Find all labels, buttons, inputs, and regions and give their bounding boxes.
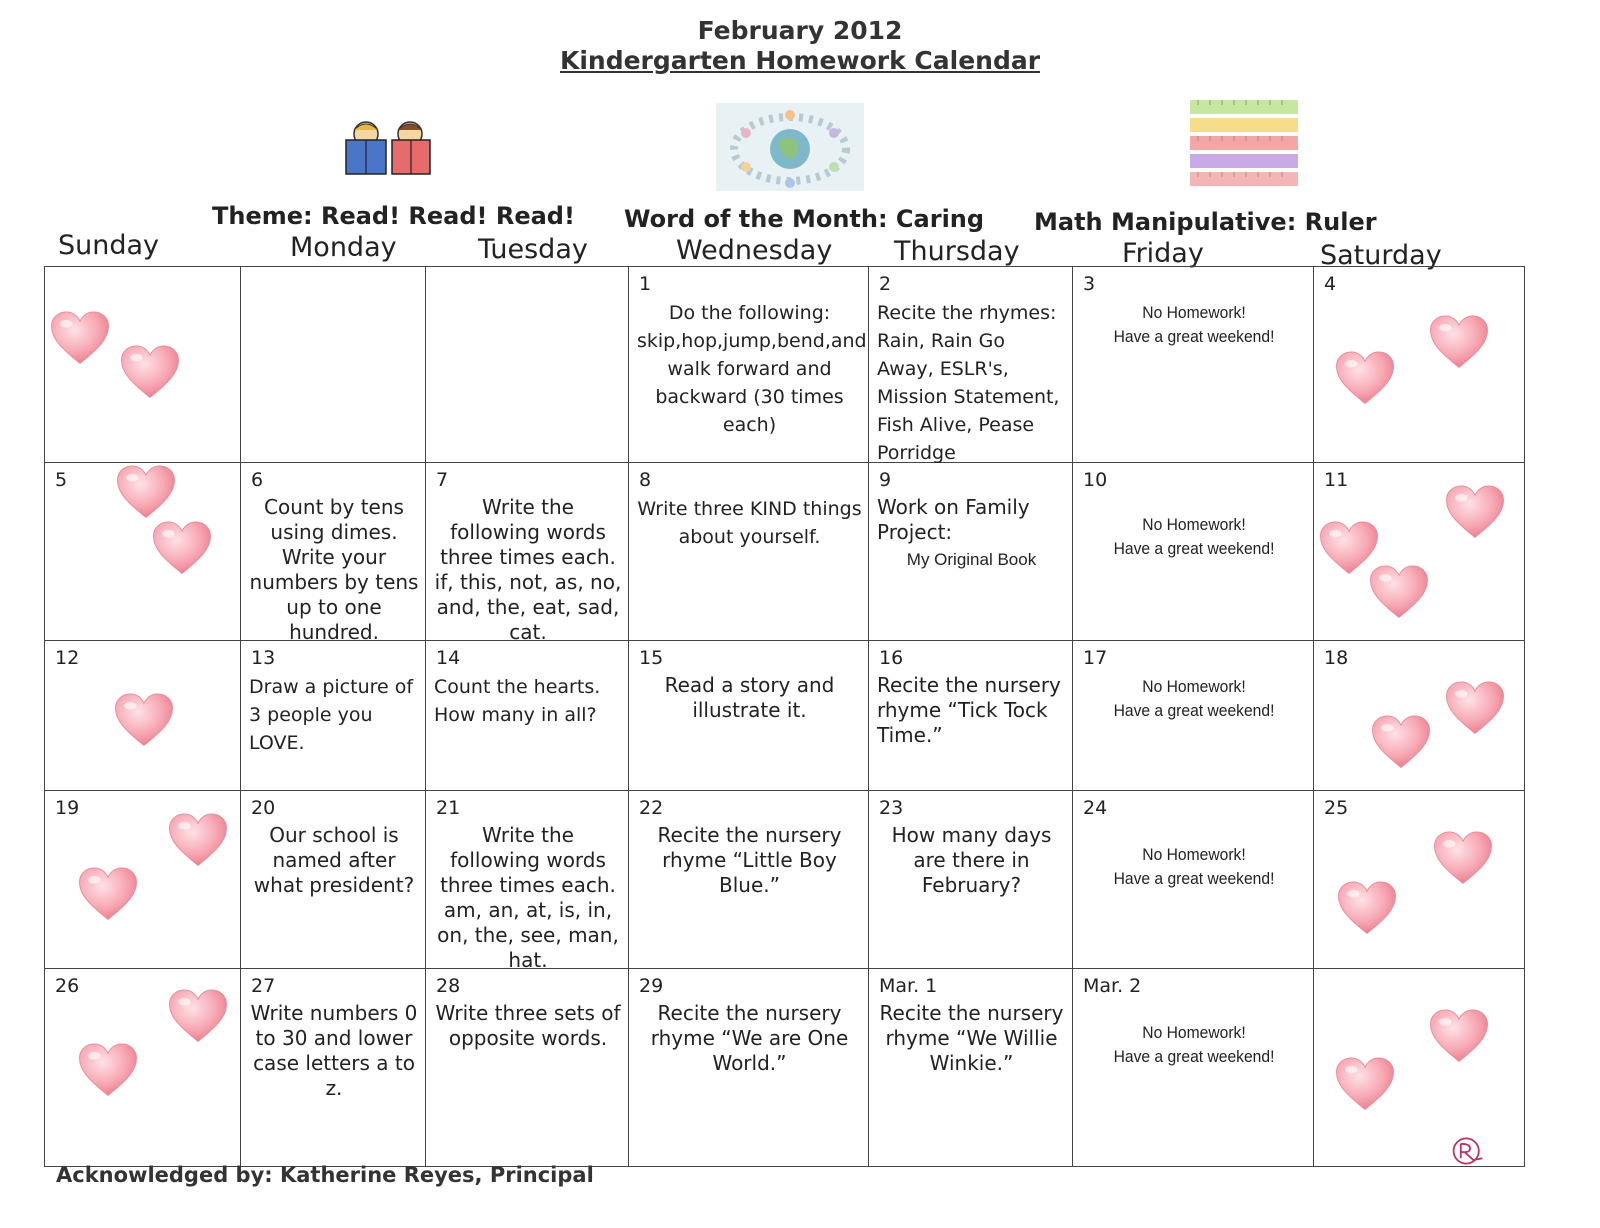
homework-text: Read a story and illustrate it.: [664, 673, 835, 722]
weekday-tuesday: Tuesday: [478, 234, 588, 265]
no-homework-note: [1090, 301, 1298, 349]
heart-icon: [1336, 879, 1398, 937]
no-homework-line: No Homework!: [1142, 303, 1246, 322]
acknowledged-by: Acknowledged by: Katherine Reyes, Principal: [56, 1163, 594, 1187]
weekday-sunday: Sunday: [58, 230, 160, 261]
calendar-cell-day-29: [629, 969, 869, 1167]
day-number: 20: [251, 797, 276, 819]
homework-text: Write the following words three times each. if, this, not, as, no, and, the, eat, sad, cat.: [434, 495, 622, 644]
calendar-cell-day-7: [426, 463, 629, 644]
heart-icon: [167, 811, 229, 869]
calendar-cell-day-3: [1073, 267, 1314, 463]
heart-icon: [1432, 829, 1494, 887]
day-number: Mar. 2: [1083, 975, 1142, 997]
weekend-line: Have a great weekend!: [1113, 1047, 1275, 1066]
day-number: 1: [639, 273, 652, 295]
day-number: 23: [879, 797, 904, 819]
calendar-cell-day-20: [241, 791, 426, 969]
heart-icon: [1368, 563, 1430, 621]
heart-icon: [77, 865, 139, 923]
day-number: Mar. 1: [879, 975, 938, 997]
initials-stamp-icon: [1450, 1133, 1486, 1169]
calendar-cell-day-5: [45, 463, 241, 641]
heart-icon: [1334, 349, 1396, 407]
calendar-cell-day-15: [629, 641, 869, 791]
calendar-cell-day-16: [869, 641, 1073, 791]
day-number: 24: [1083, 797, 1108, 819]
no-homework-line: No Homework!: [1142, 677, 1246, 696]
calendar-cell-day-2: [869, 267, 1073, 463]
calendar-cell-day-1: [629, 267, 869, 463]
heart-icon: [1428, 313, 1490, 371]
calendar-cell-day-13: [241, 641, 426, 791]
day-number: 27: [251, 975, 276, 997]
day-number: 9: [879, 469, 892, 491]
weekday-friday: Friday: [1122, 238, 1204, 269]
day-number: 19: [55, 797, 80, 819]
day-number: 2: [879, 273, 892, 295]
calendar-cell-empty: [45, 267, 241, 463]
weekday-thursday: Thursday: [894, 236, 1020, 267]
day-number: 10: [1083, 469, 1108, 491]
heart-icon: [113, 691, 175, 749]
math-manipulative-label: Math Manipulative: Ruler: [1034, 208, 1377, 236]
calendar-cell-empty: [241, 267, 426, 463]
calendar-cell-day-22: [629, 791, 869, 969]
homework-text: Count by tens using dimes. Write your numbers by tens up to one hundred.: [249, 495, 419, 644]
weekday-saturday: Saturday: [1320, 240, 1442, 271]
homework-line: Work on Family Project:: [877, 495, 1030, 544]
homework-text: Write three sets of opposite words.: [435, 1001, 621, 1050]
day-number: 14: [436, 647, 461, 669]
no-homework-note: [1090, 675, 1298, 723]
day-number: 18: [1324, 647, 1349, 669]
day-number: 7: [436, 469, 449, 491]
calendar-cell-mar-1: [869, 969, 1073, 1167]
day-number: 3: [1083, 273, 1096, 295]
heart-icon: [1444, 679, 1506, 737]
no-homework-note: [1090, 843, 1298, 891]
homework-text: Recite the rhymes: Rain, Rain Go Away, ESLR's, Mission Statement, Fish Alive, Pease Porridge: [877, 302, 1060, 464]
calendar-title: Kindergarten Homework Calendar: [559, 46, 1041, 75]
day-number: 21: [436, 797, 461, 819]
heart-icon: [119, 343, 181, 401]
calendar-cell-day-11: [1314, 463, 1525, 641]
homework-text: Recite the nursery rhyme “Little Boy Blue.”: [657, 823, 842, 897]
homework-text: Draw a picture of 3 people you LOVE.: [249, 676, 414, 754]
heart-icon: [77, 1041, 139, 1099]
day-number: 4: [1324, 273, 1337, 295]
homework-text: Write numbers 0 to 30 and lower case letters a to z.: [250, 1001, 418, 1100]
heart-icon: [151, 519, 213, 577]
day-number: 12: [55, 647, 80, 669]
calendar-cell-day-26: [45, 969, 241, 1167]
day-number: 6: [251, 469, 264, 491]
weekend-line: Have a great weekend!: [1113, 869, 1275, 888]
kids-reading-clipart: [340, 120, 436, 178]
homework-text: [877, 495, 1066, 572]
calendar-cell-day-17: [1073, 641, 1314, 791]
calendar-cell-day-24: [1073, 791, 1314, 969]
no-homework-note: [1090, 513, 1298, 561]
calendar-grid: [44, 266, 1525, 1167]
no-homework-line: No Homework!: [1142, 515, 1246, 534]
heart-icon: [1428, 1007, 1490, 1065]
weekday-monday: Monday: [290, 232, 397, 263]
heart-icon: [49, 309, 111, 367]
homework-text: Do the following: skip,hop,jump,bend,and walk forward and backward (30 times each): [637, 302, 867, 436]
calendar-cell-day-10: [1073, 463, 1314, 641]
day-number: 13: [251, 647, 276, 669]
rulers-clipart: [1190, 100, 1298, 194]
no-homework-line: No Homework!: [1142, 1023, 1246, 1042]
calendar-cell-day-23: [869, 791, 1073, 969]
calendar-cell-mar-2: [1073, 969, 1314, 1167]
day-number: 29: [639, 975, 664, 997]
calendar-cell-empty: [1314, 969, 1525, 1167]
homework-text: Recite the nursery rhyme “Tick Tock Time.”: [877, 673, 1061, 747]
word-of-month-label: Word of the Month: Caring: [624, 205, 985, 233]
day-number: 22: [639, 797, 664, 819]
homework-text: Count the hearts. How many in all?: [434, 676, 601, 726]
calendar-cell-day-4: [1314, 267, 1525, 463]
homework-text: How many days are there in February?: [891, 823, 1052, 897]
weekday-wednesday: Wednesday: [676, 235, 833, 266]
project-title: My Original Book: [906, 550, 1037, 569]
calendar-cell-day-6: [241, 463, 426, 644]
calendar-cell-day-19: [45, 791, 241, 969]
day-number: 26: [55, 975, 80, 997]
day-number: 28: [436, 975, 461, 997]
calendar-cell-day-25: [1314, 791, 1525, 969]
calendar-cell-day-8: [629, 463, 869, 641]
homework-text: Recite the nursery rhyme “We Willie Winkie.”: [879, 1001, 1064, 1075]
heart-icon: [1370, 713, 1432, 771]
calendar-cell-empty: [426, 267, 629, 463]
heart-icon: [167, 987, 229, 1045]
calendar-cell-day-9: [869, 463, 1073, 641]
day-number: 8: [639, 469, 652, 491]
day-number: 11: [1324, 469, 1349, 491]
month-title: February 2012: [697, 16, 903, 45]
calendar-cell-day-14: [426, 641, 629, 791]
homework-text: Write the following words three times each. am, an, at, is, in, on, the, see, man, hat.: [437, 823, 619, 972]
world-children-clipart: [716, 103, 864, 191]
no-homework-line: No Homework!: [1142, 845, 1246, 864]
weekend-line: Have a great weekend!: [1113, 327, 1275, 346]
calendar-cell-day-28: [426, 969, 629, 1167]
homework-text: Our school is named after what president?: [253, 823, 415, 897]
day-number: 16: [879, 647, 904, 669]
heart-icon: [115, 463, 177, 521]
weekend-line: Have a great weekend!: [1113, 701, 1275, 720]
calendar-cell-day-18: [1314, 641, 1525, 791]
day-number: 17: [1083, 647, 1108, 669]
theme-label: Theme: Read! Read! Read!: [212, 202, 575, 230]
weekend-line: Have a great weekend!: [1113, 539, 1275, 558]
homework-text: Write three KIND things about yourself.: [637, 498, 862, 548]
homework-text: Recite the nursery rhyme “We are One World.”: [650, 1001, 849, 1075]
calendar-cell-day-21: [426, 791, 629, 972]
no-homework-note: [1090, 1021, 1298, 1069]
heart-icon: [1334, 1055, 1396, 1113]
calendar-cell-day-12: [45, 641, 241, 791]
day-number: 5: [55, 469, 68, 491]
heart-icon: [1444, 483, 1506, 541]
day-number: 25: [1324, 797, 1349, 819]
calendar-cell-day-27: [241, 969, 426, 1167]
day-number: 15: [639, 647, 664, 669]
